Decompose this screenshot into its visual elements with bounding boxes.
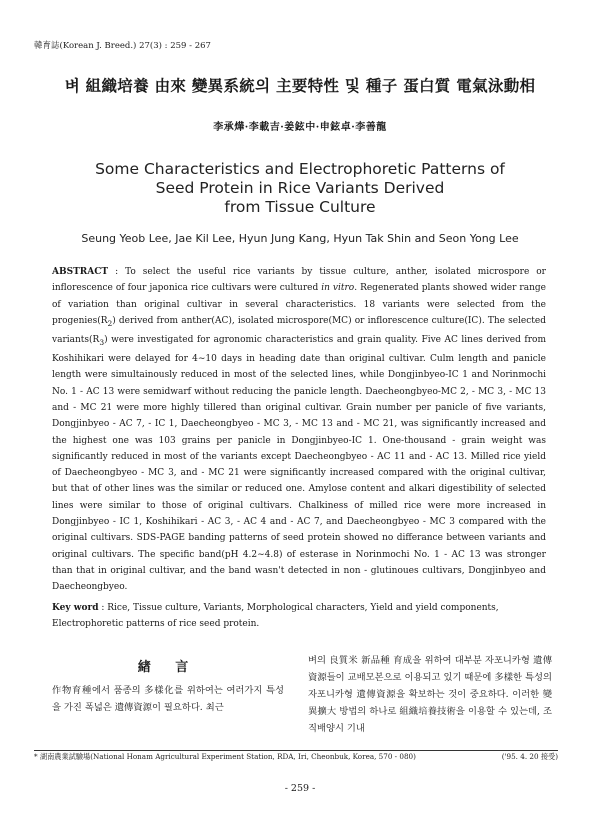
- abstract-text: ) were investigated for agronomic characteristics and grain quality. Five AC lines derived from Koshihikari were delayed for 4∼10 days in heading date than original cultivar. Culm length and panicle length were simultainously reduced in most of the selected lines, while Dongjinbyeo-IC 1 and Norinmochi No. 1 - AC 13 were semidwarf without reducing the panicle length. Daecheongbyeo-MC 2, - MC 3, - MC 13 and - MC 21 were more highly tillered than original cultivar. Grain number per panicle of five variants, Dongjinbyeo - AC 7, - IC 1, Daecheongbyeo - MC 3, - MC 13 and - MC 21, was significantly increased and the highest one was 103 grains per panicle in Dongjinbyeo-IC 1. One-thousand - grain weight was significantly reduced in most of the variants except Daecheongbyeo - AC 11 and - AC 13. Milled rice yield of Daecheongbyeo - MC 3, and - MC 21 were significantly increased compared with the original cultivar, but that of other lines was the similar or reduced one. Amylose content and alkari digestibility of selected lines were similar to those of original cultivars. Chalkiness of milled rice were more increased in Dongjinbyeo - IC 1, Koshihikari - AC 3, - AC 4 and - AC 7, and Daecheongbyeo - MC 3 compared with the original cultivars. SDS-PAGE banding patterns of seed protein showed no differance between variants and original cultivars. The specific band(pH 4.2∼4.8) of esterase in Norinmochi No. 1 - AC 13 was stronger than that in original cultivar, and the band wasn't detected in non - glutinoues cultivars, Dongjinbyeo and Daecheongbyeo.: [52, 334, 546, 593]
- abstract-label: ABSTRACT: [52, 267, 109, 277]
- section-heading: 緖 言: [137, 660, 199, 675]
- abstract-text: : To select the useful rice variants by tissue culture, anther, isolated microspore or inflorescence of four japonica rice cultivars were cultured: [52, 267, 546, 294]
- abstract-text: . Regenerated plants showed wider range of variation than original cultivar in several characteristics. 18 variants were selected from the progenies(R: [52, 283, 546, 326]
- footnote: [34, 752, 558, 762]
- page-number: - 259 -: [284, 783, 316, 794]
- keywords-label: Key word: [52, 603, 99, 613]
- left-column-text: 作物育種에서 품종의 多樣化를 위하여는 여러가지 특성을 가진 폭넓은 遺傳資源이 필요하다. 최근: [52, 685, 284, 713]
- abstract-in-vitro: in vitro: [321, 283, 355, 294]
- keywords-text: : Rice, Tissue culture, Variants, Morphological characters, Yield and yield components, Electrophoretic patterns of rice seed protein.: [52, 603, 499, 630]
- korean-authors: 李承燁·李載吉·姜鉉中·申鉉卓·李善龍: [213, 122, 387, 133]
- english-title: [0, 160, 600, 217]
- abstract-subscript: 3: [99, 337, 105, 347]
- abstract-text: ) derived from anther(AC), isolated microspore(MC) or inflorescence culture(IC). The selected variants(R: [52, 315, 546, 345]
- english-authors: Seung Yeob Lee, Jae Kil Lee, Hyun Jung Kang, Hyun Tak Shin and Seon Yong Lee: [81, 232, 519, 245]
- footnote-affiliation: * 湖南農業試驗場(National Honam Agricultural Experiment Station, RDA, Iri, Cheonbuk, Korea, 570 - 080): [34, 752, 416, 761]
- right-column-text: 벼의 良質米 新品種 育成을 위하여 대부분 자포니카형 遺傳資源들이 교배모본으로 이용되고 있기 때문에 多樣한 특성의 자포니카형 遺傳資源을 확보하는 것이 중요하다. 이러한 變異擴大 방법의 하나로 組織培養技術을 이용할 수 있는데, 조직배양시 기내: [308, 655, 552, 734]
- abstract: [52, 264, 546, 596]
- journal-citation: 韓育誌(Korean J. Breed.) 27(3) : 259 - 267: [34, 41, 211, 51]
- footnote-divider: [34, 750, 558, 751]
- right-column: [308, 652, 552, 737]
- english-title-line: Seed Protein in Rice Variants Derived: [155, 179, 445, 197]
- abstract-subscript: 2: [107, 318, 113, 328]
- footnote-received-date: ('95. 4. 20 接受): [501, 752, 558, 761]
- korean-title: 벼 組織培養 由來 變異系統의 主要特性 및 種子 蛋白質 電氣泳動相: [64, 76, 536, 95]
- english-title-line: Some Characteristics and Electrophoretic Patterns of: [95, 160, 505, 178]
- english-title-line: from Tissue Culture: [224, 198, 376, 216]
- keywords: [52, 600, 546, 633]
- left-column: [52, 650, 284, 716]
